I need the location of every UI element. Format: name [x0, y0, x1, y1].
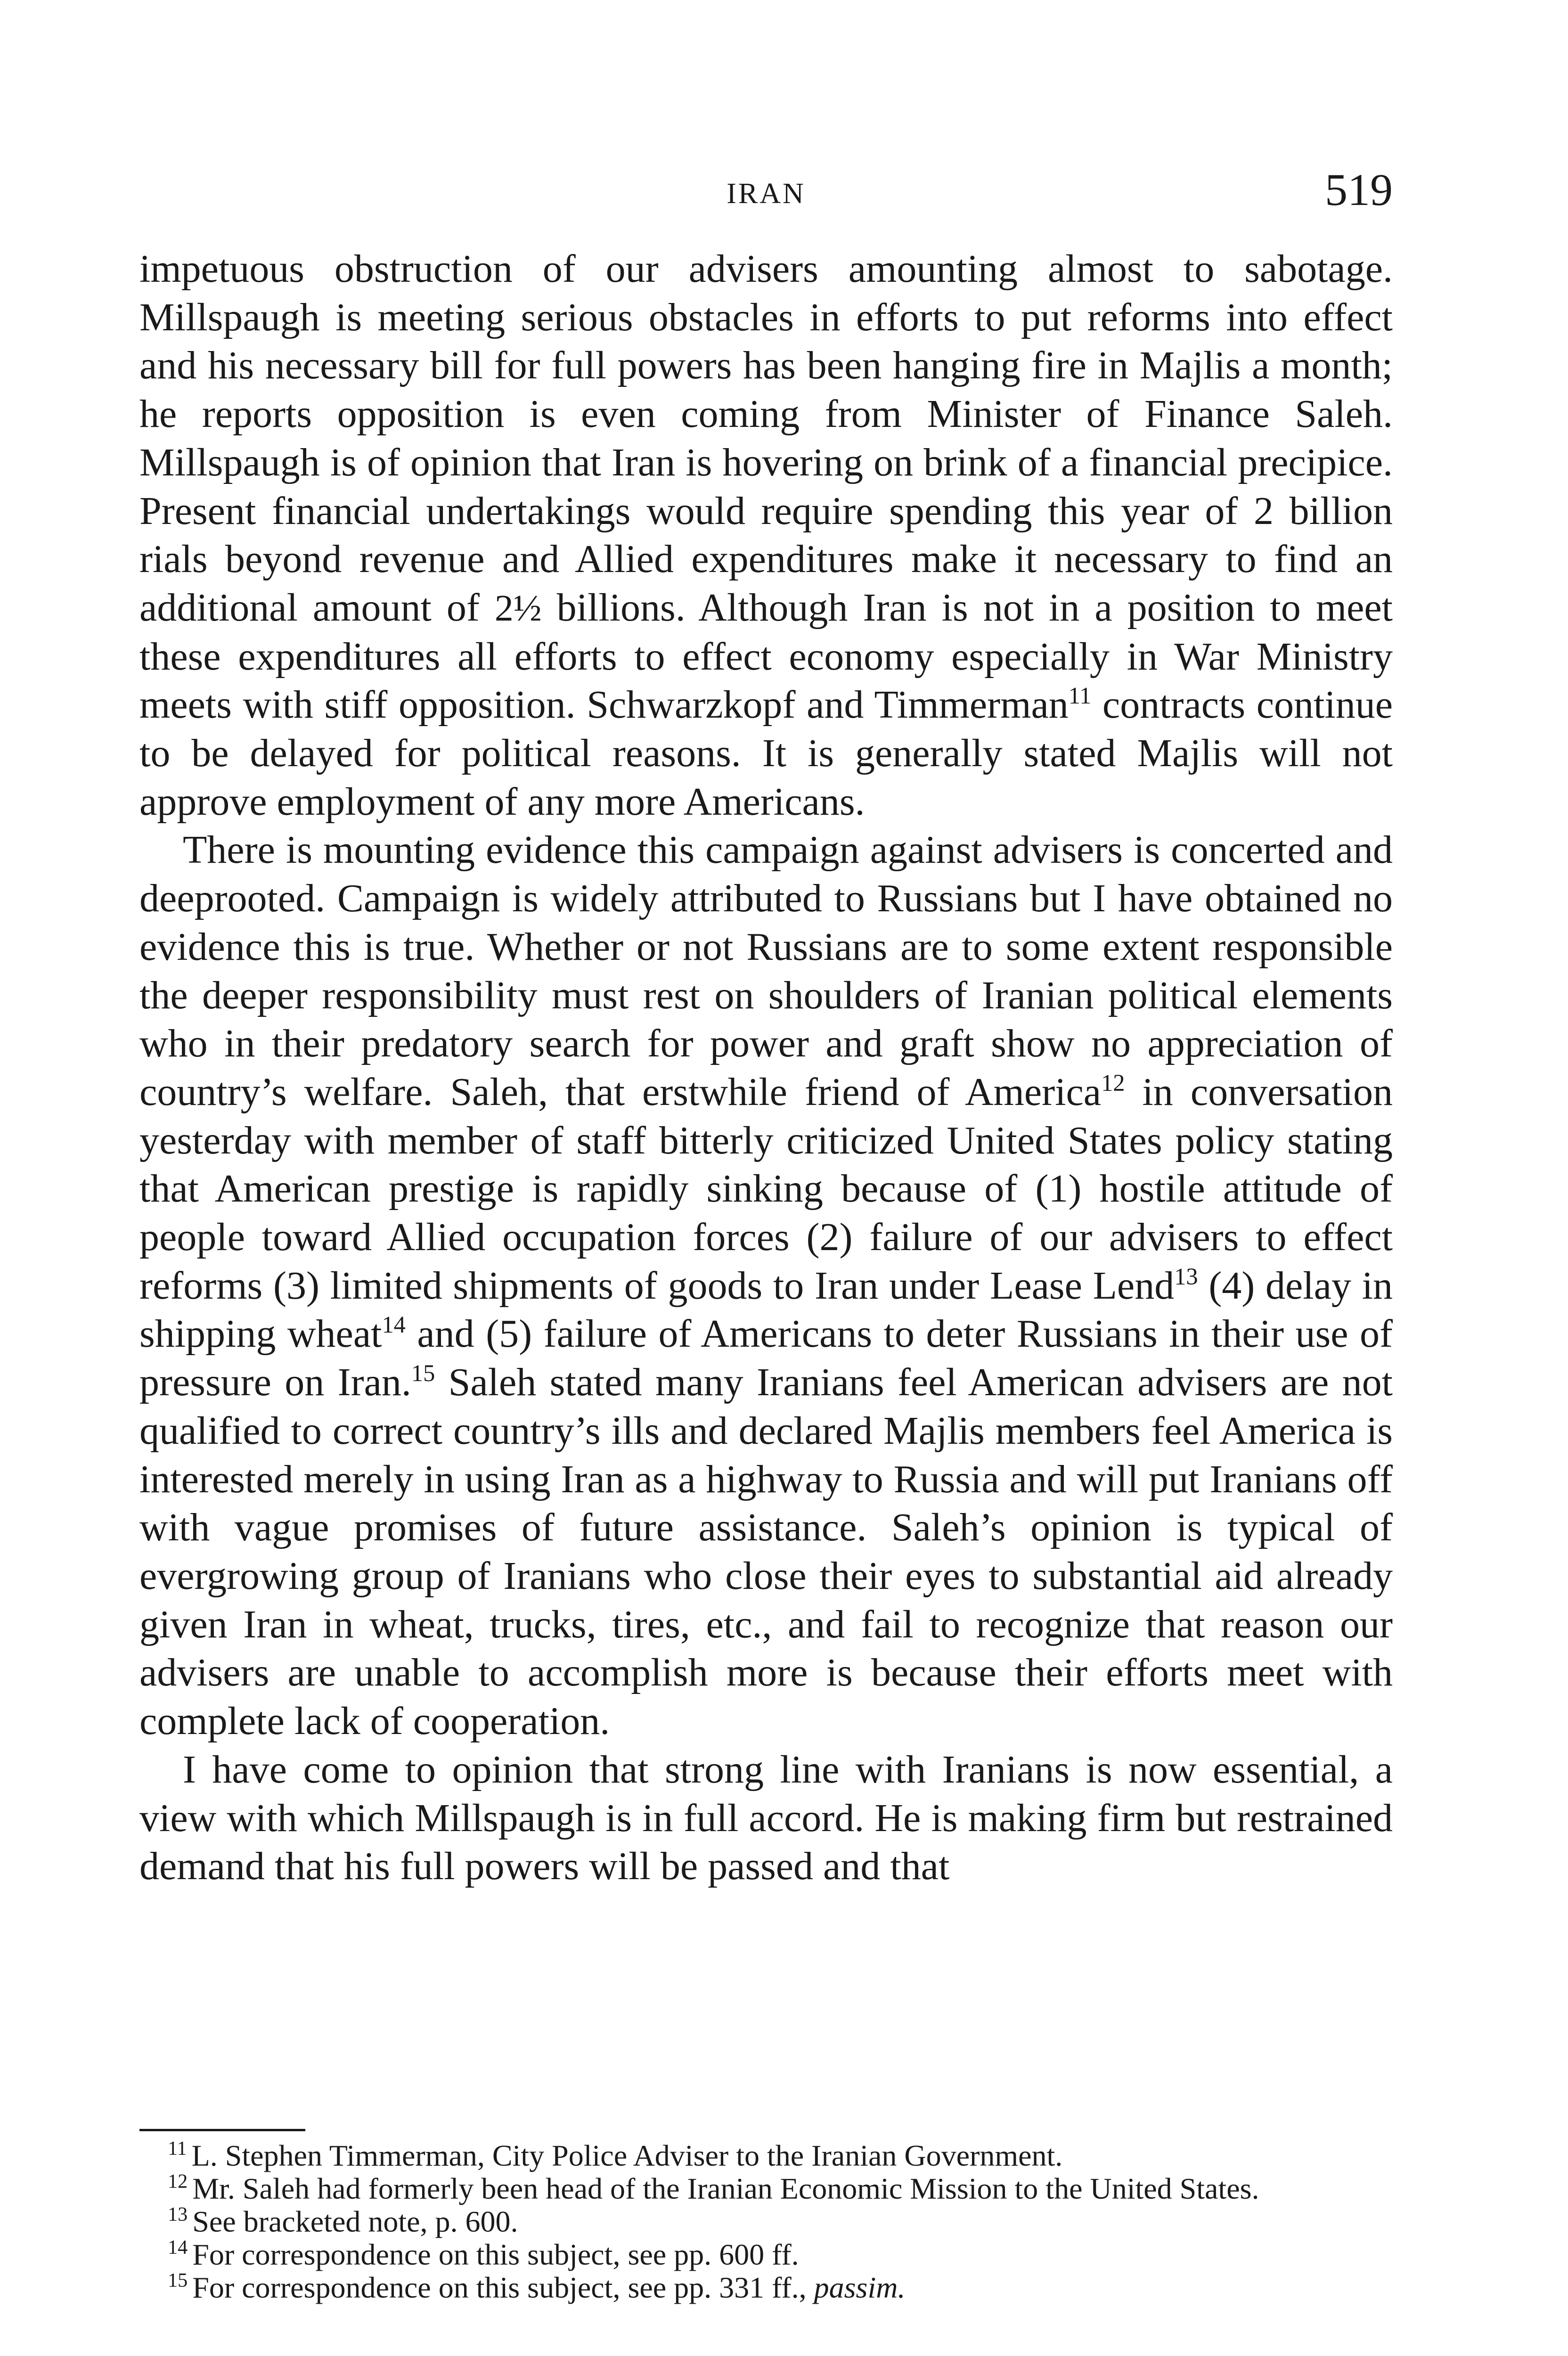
- footnote-ref-13: 13: [1174, 1263, 1198, 1290]
- footnote-11: [139, 2139, 1393, 2172]
- body-text: [139, 245, 1393, 1891]
- footnote-number: 15: [168, 2269, 188, 2291]
- footnote-text: For correspondence on this subject, see pp. 331 ff.,: [192, 2271, 814, 2304]
- paragraph-2: [139, 826, 1393, 1745]
- footnote-number: 12: [168, 2170, 188, 2192]
- fraction-two-and-a-half: 2½: [494, 587, 542, 629]
- footnote-15: [139, 2271, 1393, 2304]
- footnote-italic-passim: passim.: [814, 2271, 906, 2304]
- footnote-ref-14: 14: [382, 1311, 406, 1338]
- page-number: 519: [1325, 164, 1393, 215]
- footnote-12: [139, 2172, 1393, 2205]
- footnote-13: [139, 2205, 1393, 2238]
- footnote-number: 11: [168, 2137, 187, 2160]
- footnote-14: [139, 2238, 1393, 2271]
- footnote-text: For correspondence on this subject, see pp. 600 ff.: [192, 2238, 799, 2271]
- footnotes: [139, 2139, 1393, 2304]
- footnote-text: Mr. Saleh had formerly been head of the Iranian Economic Mission to the United States.: [192, 2172, 1259, 2205]
- paragraph-2-text-5: Saleh stated many Iranians feel American advisers are not qualified to correct country’s ills and declared Majlis members feel America is interested merely in using Iran as a highway to Russia and will put Iranians off with vague promises of future assistance. Saleh’s opinion is typical of evergrowing group of Iranians who close their eyes to substantial aid already given Iran in wheat, trucks, tires, etc., and fail to recognize that reason our advisers are unable to accomplish more is because their efforts meet with complete lack of cooperation.: [139, 1360, 1393, 1743]
- running-title: IRAN: [727, 178, 806, 210]
- paragraph-1-text-1: impetuous obstruction of our advisers amounting almost to sabotage. Millspaugh is meeting serious obstacles in efforts to put reforms into effect and his necessary bill for full powers has been hanging fire in Majlis a month; he reports opposition is even coming from Minister of Finance Saleh. Millspaugh is of opinion that Iran is hovering on brink of a financial precipice. Present financial undertakings would require spending this year of 2 billion rials beyond revenue and Allied expenditures make it necessary to find an additional amount of: [139, 247, 1393, 630]
- footnote-ref-15: 15: [411, 1359, 435, 1386]
- paragraph-1-text-2: billions. Although Iran is not in a position to meet these expenditures all efforts to effect economy especially in War Ministry meets with stiff opposition. Schwarzkopf and Timmerman: [139, 585, 1393, 727]
- footnote-number: 14: [168, 2236, 188, 2258]
- paragraph-2-text-1: There is mounting evidence this campaign against advisers is concerted and deeprooted. Campaign is widely attributed to Russians but I have obtained no evidence this is true. Whether or not Russians are to some extent responsible the deeper responsibility must rest on shoulders of Iranian political elements who in their predatory search for power and graft show no appreciation of country’s welfare. Saleh, that erstwhile friend of America: [139, 828, 1393, 1114]
- paragraph-2-text-4: and (5) failure of Americans to deter Russians in their use of pressure on Iran.: [139, 1312, 1393, 1405]
- running-head: [139, 164, 1393, 216]
- footnote-rule: [139, 2129, 305, 2131]
- footnote-number: 13: [168, 2203, 188, 2225]
- footnote-text: See bracketed note, p. 600.: [192, 2205, 518, 2238]
- paragraph-1-text-3: contracts continue to be delayed for political reasons. It is generally stated Majlis will not approve employment of any more Americans.: [139, 683, 1393, 824]
- paragraph-2-text-3: (4) delay in shipping wheat: [139, 1263, 1393, 1356]
- paragraph-1: [139, 245, 1393, 826]
- footnote-ref-12: 12: [1101, 1069, 1125, 1096]
- footnote-ref-11: 11: [1068, 682, 1092, 709]
- paragraph-2-text-2: in conversation yesterday with member of staff bitterly criticized United States policy stating that American prestige is rapidly sinking because of (1) hostile attitude of people toward Allied occupation forces (2) failure of our advisers to effect reforms (3) limited shipments of goods to Iran under Lease Lend: [139, 1070, 1393, 1308]
- footnote-text: L. Stephen Timmerman, City Police Adviser to the Iranian Government.: [191, 2139, 1063, 2172]
- paragraph-3: I have come to opinion that strong line with Iranians is now essential, a view with which Millspaugh is in full accord. He is making firm but restrained demand that his full powers will be passed and that: [139, 1747, 1393, 1889]
